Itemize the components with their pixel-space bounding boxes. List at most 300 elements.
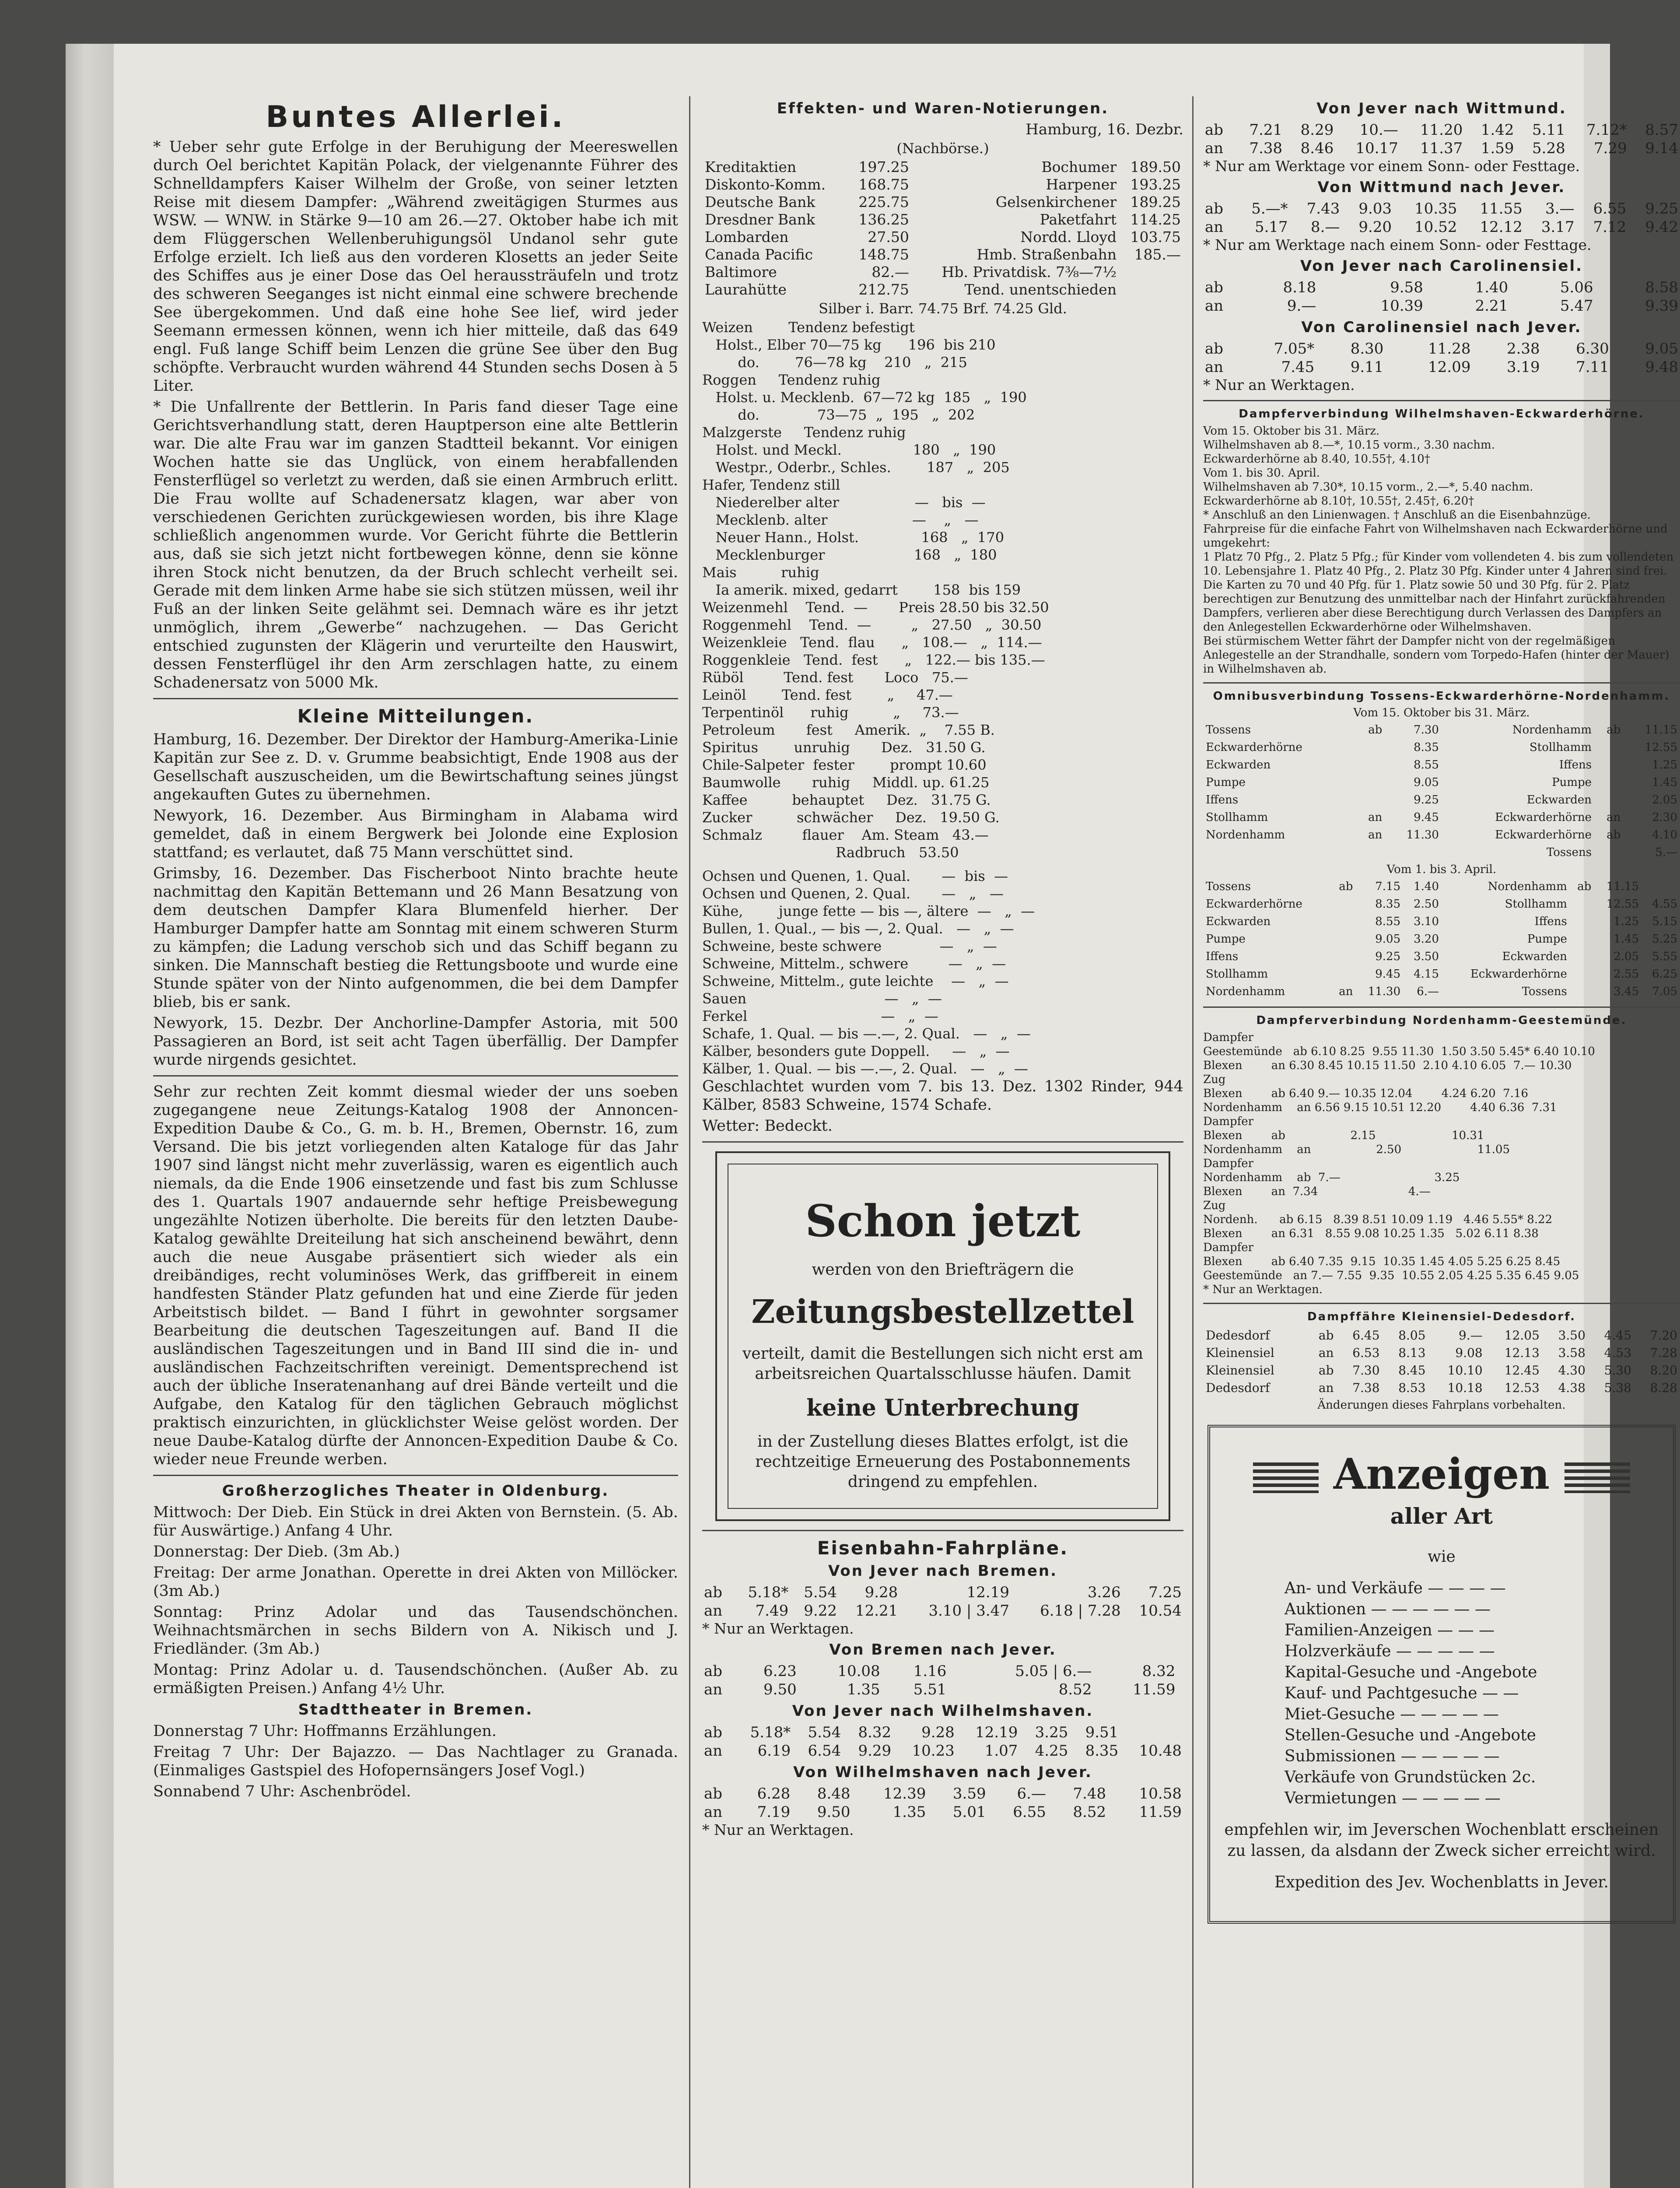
- cell: 9.08: [1455, 1346, 1483, 1360]
- cell: Kleinensiel: [1206, 1363, 1274, 1378]
- weather-note: Wetter: Bedeckt.: [702, 1117, 833, 1135]
- cell: 3.20: [1414, 933, 1439, 946]
- omnibus-row: [1203, 739, 1680, 756]
- cell: 9.45: [1375, 968, 1401, 981]
- time-cell: 9.25: [1645, 200, 1678, 217]
- goods-list: [702, 319, 1183, 861]
- cell: Laurahütte: [705, 281, 787, 298]
- cell: 185.—: [1134, 246, 1181, 263]
- cell: Tossens: [1546, 846, 1592, 859]
- local-train-timetables: [1203, 100, 1680, 394]
- bremen-listing: Donnerstag 7 Uhr: Hoffmanns Erzählungen.: [153, 1722, 497, 1740]
- time-cell: an: [704, 1742, 723, 1760]
- ad-item: Vermietungen — — — — —: [1284, 1789, 1501, 1807]
- cell: an: [1339, 985, 1353, 998]
- cell: 12.13: [1504, 1346, 1540, 1360]
- cell: [1594, 756, 1623, 774]
- time-cell: 10.08: [837, 1662, 880, 1680]
- timetable-row: [1203, 297, 1680, 315]
- goods-line: Kaffee behauptet Dez. 31.75 G.: [702, 792, 991, 808]
- omnibus-row: [1203, 721, 1680, 739]
- cell: 2.55: [1614, 968, 1639, 981]
- timetable-title: Von Jever nach Wittmund.: [1316, 100, 1567, 117]
- ferry-dedesdorf-note: Änderungen dieses Fahrplans vorbehalten.: [1317, 1399, 1566, 1412]
- cell: 8.35: [1375, 898, 1401, 911]
- cell: 9.25: [1414, 793, 1439, 806]
- cell: [1385, 844, 1442, 861]
- cell: Hb. Privatdisk. 7⅜—7½: [942, 263, 1117, 281]
- time-cell: 6.23: [763, 1662, 797, 1680]
- ad-wie: wie: [1428, 1548, 1456, 1566]
- timetable-title: Von Carolinensiel nach Jever.: [1301, 319, 1582, 336]
- cell: an: [1368, 828, 1382, 842]
- ferry-line: Zug: [1203, 1073, 1226, 1086]
- ferry-line: Geestemünde ab 6.10 8.25 9.55 11.30 1.50 3.50 5.45* 6.40 10.10: [1203, 1045, 1595, 1058]
- cell: 5.15: [1652, 915, 1677, 928]
- goods-line: Chile-Salpeter fester prompt 10.60: [702, 757, 987, 773]
- time-cell: 8.35: [1085, 1742, 1119, 1760]
- column-rule-1: [689, 96, 690, 2188]
- cell: 7.20: [1650, 1328, 1677, 1343]
- goods-line: Weizen Tendenz befestigt: [702, 319, 915, 336]
- cell: Nordenhamm: [1488, 880, 1567, 893]
- cell: [1331, 930, 1356, 948]
- ferry-line: 1 Platz 70 Pfg., 2. Platz 5 Pfg.; für Kinder vom vollendeten 4. bis zum vollendeten 10. Lebensjahre 1. Platz 40 Pfg., 2. Platz 30 Pfg. Kinder unter 4 Jahren sind frei. Die Karten zu 70 und 40 Pfg. für 1. Platz sowie 50 und 30 Pfg. für 2. Platz berechtigen zur Benutzung des unmittelbar nach der Hinfahrt zurückfahrenden Dampfers, verlieren aber diese Berechtigung durch Verlassen des Dampfers an den Anlegestellen Eckwarderhörne oder Wilhelmshaven.: [1203, 551, 1674, 634]
- cell: ab: [1577, 880, 1592, 893]
- cell: [1356, 774, 1385, 791]
- time-cell: 3.19: [1506, 358, 1540, 376]
- ad-subtitle: aller Art: [1390, 1503, 1493, 1529]
- time-cell: 11.20: [1420, 121, 1463, 139]
- time-cell: 10.23: [912, 1742, 955, 1760]
- cell: 148.75: [858, 246, 909, 263]
- cell: 103.75: [1130, 228, 1181, 245]
- cell: 8.28: [1650, 1381, 1677, 1395]
- time-cell: 11.59: [1133, 1681, 1176, 1698]
- time-cell: an: [704, 1803, 723, 1821]
- time-cell: 1.35: [892, 1803, 926, 1821]
- ad-expedition: Expedition des Jev. Wochenblatts in Jever.: [1274, 1873, 1609, 1891]
- time-cell: 9.28: [864, 1584, 898, 1601]
- time-cell: 9.11: [1350, 358, 1384, 376]
- time-cell: 8.30: [1350, 340, 1384, 358]
- time-cell: 9.20: [1358, 218, 1392, 236]
- time-cell: an: [1205, 218, 1224, 236]
- cell: Stollhamm: [1206, 811, 1268, 824]
- time-cell: 3.10 | 3.47: [928, 1602, 1009, 1620]
- cell: [1356, 791, 1385, 809]
- time-cell: ab: [704, 1584, 723, 1601]
- cell: Gelsenkirchener: [995, 193, 1117, 210]
- time-cell: 5.05 | 6.—: [1015, 1662, 1092, 1680]
- omnibus-period: Vom 1. bis 3. April.: [1386, 863, 1497, 876]
- time-cell: 5.54: [804, 1584, 837, 1601]
- cell: 12.45: [1504, 1363, 1540, 1378]
- cell: 8.20: [1650, 1363, 1677, 1378]
- cell: Harpener: [1046, 176, 1117, 193]
- goods-line: Zucker schwächer Dez. 19.50 G.: [702, 809, 1000, 826]
- stock-row: [702, 211, 1183, 228]
- time-cell: 5.54: [808, 1724, 841, 1741]
- time-cell: 7.48: [1073, 1785, 1106, 1802]
- time-cell: 9.48: [1645, 358, 1678, 376]
- subheading-nachboerse: (Nachbörse.): [896, 140, 989, 157]
- cattle-line: Ferkel — „ —: [702, 1008, 938, 1024]
- bremen-listing: Freitag 7 Uhr: Der Bajazzo. — Das Nachtlager zu Granada. (Einmaliges Gastspiel des Hofopernsängers Josef Vogl.): [153, 1743, 678, 1779]
- divider: [153, 1075, 678, 1076]
- ferry-line: Blexen ab 6.40 9.— 10.35 12.04 4.24 6.20 7.16: [1203, 1087, 1529, 1100]
- timetable: [702, 1785, 1183, 1821]
- timetable: [1203, 278, 1680, 315]
- news-item: Newyork, 15. Dezbr. Der Anchorline-Dampfer Astoria, mit 500 Passagieren an Bord, ist seit acht Tagen überfällig. Der Dampfer wurde nirgends gesichtet.: [153, 1014, 678, 1069]
- cell: [1570, 965, 1594, 983]
- timetable-row: [702, 1723, 1183, 1742]
- cell: 5.38: [1604, 1381, 1631, 1395]
- cell: Dedesdorf: [1206, 1381, 1270, 1395]
- time-cell: 9.03: [1358, 200, 1392, 217]
- column-1: [153, 96, 678, 1803]
- ad-item: Stellen-Gesuche und -Angebote: [1284, 1726, 1536, 1744]
- goods-line: Roggenkleie Tend. fest „ 122.— bis 135.—: [702, 652, 1045, 668]
- cell: Pumpe: [1527, 933, 1567, 946]
- cell: Eckwarderhörne: [1206, 741, 1302, 754]
- timetable-title: Von Bremen nach Jever.: [829, 1641, 1057, 1659]
- cell: 12.55: [1606, 898, 1639, 911]
- cell: 1.45: [1614, 933, 1639, 946]
- cell: Eckwarden: [1206, 758, 1271, 771]
- cell: 3.10: [1414, 915, 1439, 928]
- time-cell: ab: [704, 1785, 723, 1802]
- time-cell: 2.21: [1475, 297, 1508, 315]
- cell: 4.53: [1604, 1346, 1631, 1360]
- goods-line: Westpr., Oderbr., Schles. 187 „ 205: [702, 459, 1010, 476]
- cell: 11.15: [1645, 723, 1677, 736]
- time-cell: 6.55: [1013, 1803, 1046, 1821]
- divider: [153, 1475, 678, 1476]
- ferry-line: Blexen an 6.31 8.55 9.08 10.25 1.35 5.02 6.11 8.38: [1203, 1227, 1539, 1240]
- cell: [1570, 930, 1594, 948]
- cell: 11.30: [1368, 985, 1401, 998]
- omnibus-table-2: [1203, 878, 1680, 1000]
- cell: Stollhamm: [1529, 741, 1592, 754]
- time-cell: 9.42: [1645, 218, 1678, 236]
- time-cell: [1177, 1680, 1183, 1699]
- cell: [1331, 913, 1356, 930]
- time-cell: 12.19: [975, 1724, 1018, 1741]
- cattle-line: Sauen — „ —: [702, 990, 942, 1007]
- section-title-omnibus: Omnibusverbindung Tossens-Eckwarderhörne-Nordenhamm.: [1213, 690, 1670, 703]
- cell: 4.55: [1652, 898, 1677, 911]
- omnibus-row: [1203, 913, 1680, 930]
- column-2: [702, 96, 1183, 1839]
- cell: 8.45: [1398, 1363, 1426, 1378]
- cell: Dresdner Bank: [705, 211, 816, 228]
- cell: 8.55: [1375, 915, 1401, 928]
- ad-item: Holzverkäufe — — — — —: [1284, 1642, 1495, 1660]
- ferry-line: Bei stürmischem Wetter fährt der Dampfer nicht von der regelmäßigen Anlegestelle an der Strandhalle, sondern vom Torpedo-Hafen (hinter der Mauer) in Wilhelmshaven ab.: [1203, 635, 1670, 676]
- time-cell: 1.35: [847, 1681, 880, 1698]
- time-cell: 12.21: [855, 1602, 898, 1620]
- stock-row: [702, 246, 1183, 263]
- cell: Eckwarden: [1502, 950, 1567, 963]
- ferry-line: Nordenhamm ab 7.— 3.25: [1203, 1171, 1460, 1184]
- time-cell: 7.12: [1593, 218, 1627, 236]
- omnibus-row: [1203, 826, 1680, 844]
- cell: Pumpe: [1206, 776, 1246, 789]
- goods-line: Roggenmehl Tend. — „ 27.50 „ 30.50: [702, 617, 1042, 633]
- article-beggar-pension: * Die Unfallrente der Bettlerin. In Paris fand dieser Tage eine Gerichtsverhandlung statt, deren Hauptperson eine alte Bettlerin war. Die alte Frau war im ganzen Stadtteil bekannt. Vor einigen Wochen hatte sie das Unglück, von einem herabfallenden Fensterflügel so verletzt zu werden, daß sie einen Armbruch erlitt. Die Frau wollte auf Schadenersatz klagen, war aber von verschiedenen Gerichten zurückgewiesen worden, bis ihre Klage schließlich angenommen wurde. Vor Gericht führte die Bettlerin aus, daß sie sich jetzt nicht fortbewegen könne, denn sie könne ihren Stock nicht benutzen, da der Bruch schlecht verheilt sei. Gerade mit dem linken Arme habe sie sich stützen müssen, weil ihr Fuß an der linken Seite gelähmt sei. Demnach wäre es ihr jetzt unmöglich, ihrem „Gewerbe“ nachzugehen. — Das Gericht entschied zugunsten der Klägerin und verurteilte den Hauswirt, dessen Fensterflügel ihr den Arm zerschlagen hatte, zu einem Schadenersatz von 5000 Mk.: [153, 398, 678, 691]
- cell: 3.58: [1558, 1346, 1586, 1360]
- timetable: [702, 1723, 1183, 1760]
- cell: Iffens: [1206, 950, 1239, 963]
- section-title-notierungen: Effekten- und Waren-Notierungen.: [777, 100, 1109, 117]
- time-cell: 12.19: [966, 1584, 1009, 1601]
- ferry-line: Dampfer: [1203, 1157, 1254, 1170]
- ferry-nordenhamm-timetable: [1203, 1031, 1680, 1297]
- goods-line: Schmalz flauer Am. Steam 43.—: [702, 827, 989, 843]
- timetable-title: Von Wittmund nach Jever.: [1317, 179, 1566, 196]
- cell: Kreditaktien: [705, 158, 797, 175]
- time-cell: 10.58: [1139, 1785, 1182, 1802]
- goods-line: Malzgerste Tendenz ruhig: [702, 424, 906, 441]
- goods-line: Holst., Elber 70—75 kg 196 bis 210: [702, 337, 996, 353]
- time-cell: 10.—: [1359, 121, 1398, 139]
- cattle-line: Schweine, beste schwere — „ —: [702, 938, 997, 954]
- time-cell: 5.18*: [750, 1724, 791, 1741]
- time-cell: 9.58: [1390, 279, 1423, 296]
- divider: [702, 1530, 1183, 1531]
- ferry-line: Blexen ab 2.15 10.31: [1203, 1129, 1484, 1142]
- time-cell: 8.—: [1310, 218, 1340, 236]
- cell: 7.05: [1652, 985, 1677, 998]
- timetable: [702, 1662, 1183, 1699]
- time-cell: an: [1205, 140, 1224, 157]
- timetable-note: * Nur an Werktagen.: [702, 1620, 854, 1637]
- cell: 5.30: [1604, 1363, 1631, 1378]
- cell: Pumpe: [1206, 933, 1246, 946]
- stock-row: [702, 176, 1183, 193]
- cell: 7.38: [1352, 1381, 1380, 1395]
- cell: 9.—: [1459, 1328, 1483, 1343]
- time-cell: an: [704, 1602, 723, 1620]
- cell: 9.05: [1414, 776, 1439, 789]
- time-cell: 1.59: [1480, 140, 1514, 157]
- omnibus-row: [1203, 756, 1680, 774]
- cell: Tossens: [1522, 985, 1567, 998]
- ferry-row: [1203, 1362, 1680, 1379]
- cell: Eckwarderhörne: [1470, 968, 1567, 981]
- ferry-row: [1203, 1344, 1680, 1362]
- cell: Nordenhamm: [1206, 985, 1285, 998]
- timetable-title: Von Jever nach Wilhelmshaven.: [792, 1702, 1094, 1720]
- time-cell: 8.48: [817, 1785, 850, 1802]
- cattle-line: Kühe, junge fette — bis —, ältere — „ —: [702, 903, 1035, 919]
- cell: ab: [1368, 723, 1382, 736]
- time-cell: 11.59: [1139, 1803, 1182, 1821]
- goods-line: Spiritus unruhig Dez. 31.50 G.: [702, 739, 986, 756]
- article-zeitungs-katalog: Sehr zur rechten Zeit kommt diesmal wieder der uns soeben zugegangene neue Zeitungs-Katalog 1908 der Annoncen-Expedition Daube & Co., G. m. b. H., Bremen, Obernstr. 16, zum Versand. Die bis jetzt vorliegenden alten Kataloge für das Jahr 1907 sind längst nicht mehr zuverlässig, waren es eigentlich auch niemals, da die Ende 1906 einsetzende und fast bis zum Schlusse des 1. Quartals 1907 andauernde sehr heftige Preisbewegung ungezählte Notizen überholte. Die bereits für den letzten Daube-Katalog gewählte Dreiteilung hat sich anscheinend bewährt, denn auch die neue Ausgabe präsentiert sich wieder als ein dreibändiges, recht voluminöses Werk, das griffbereit in einem handfesten Ständer Platz gefunden hat und eine Zierde für jeden Arbeitstisch bildet. — Band I führt in gewohnter sorgsamer Bearbeitung die deutschen Tageszeitungen auf. Band II die ausländischen Tageszeitungen und in Band III sind die in- und ausländischen Fachzeitschriften vereinigt. Dementsprechend ist auch der übliche Inseratenanhang auf drei Bände verteilt und die Aufgabe, den Katalog für den täglichen Gebrauch möglichst praktisch einzurichten, in glücklichster Weise gelöst worden. Der neue Daube-Katalog dürfte der Annoncen-Expedition Daube & Co. wieder neue Freunde werben.: [153, 1083, 678, 1468]
- cell: Eckwarden: [1206, 915, 1271, 928]
- time-cell: 10.48: [1139, 1742, 1182, 1760]
- column-3: [1203, 96, 1680, 1937]
- goods-line: Mais ruhig: [702, 564, 819, 581]
- ad-item: Verkäufe von Grundstücken 2c.: [1284, 1768, 1536, 1786]
- time-cell: 8.52: [1073, 1803, 1106, 1821]
- cell: 168.75: [858, 176, 909, 193]
- cell: Iffens: [1534, 915, 1567, 928]
- decorative-bars-icon: [1253, 1462, 1319, 1493]
- cell: 3.45: [1614, 985, 1639, 998]
- time-cell: 9.29: [858, 1742, 892, 1760]
- cell: [1356, 756, 1385, 774]
- ferry-dedesdorf-table: [1203, 1327, 1680, 1397]
- time-cell: 7.29: [1594, 140, 1627, 157]
- ferry-line: Dampfer: [1203, 1115, 1254, 1128]
- cell: Nordenhamm: [1206, 828, 1285, 842]
- timetable-row: [702, 1583, 1183, 1602]
- time-cell: 8.32: [858, 1724, 892, 1741]
- cell: ab: [1606, 828, 1621, 842]
- news-item: Hamburg, 16. Dezember. Der Direktor der Hamburg-Amerika-Linie Kapitän zur See z. D. v. Grumme beabsichtigt, Ende 1908 aus der Gesellschaft auszuscheiden, um die Bewirtschaftung seines jüngst angekauften Gutes zu übernehmen.: [153, 731, 678, 803]
- ferry-line: Wilhelmshaven ab 7.30*, 10.15 vorm., 2.—*, 5.40 nachm.: [1203, 480, 1533, 494]
- cell: Eckwarderhörne: [1495, 811, 1592, 824]
- section-title-ferry-nordenhamm: Dampferverbindung Nordenhamm-Geestemünde.: [1256, 1014, 1627, 1027]
- section-title-stadttheater-bremen: Stadttheater in Bremen.: [298, 1701, 533, 1718]
- cell: [1331, 895, 1356, 913]
- ferry-line: Vom 1. bis 30. April.: [1203, 466, 1320, 480]
- ferry-line: Blexen an 6.30 8.45 10.15 11.50 2.10 4.10 6.05 7.— 10.30: [1203, 1059, 1572, 1072]
- cell: 4.38: [1558, 1381, 1586, 1395]
- cell: 8.35: [1414, 741, 1439, 754]
- time-cell: 7.12*: [1586, 121, 1627, 139]
- theater-listing: Sonntag: Prinz Adolar und das Tausendschönchen. Weihnachtsmärchen in sechs Bildern von A. Nikisch und J. Friedländer. (3m Ab.): [153, 1603, 678, 1658]
- divider: [702, 1141, 1183, 1143]
- ferry-line: Nordenhamm an 6.56 9.15 10.51 12.20 4.40 6.36 7.31: [1203, 1101, 1557, 1114]
- cell: 7.30: [1352, 1363, 1380, 1378]
- time-cell: 1.07: [984, 1742, 1018, 1760]
- cell: 8.55: [1414, 758, 1439, 771]
- cell: [1331, 948, 1356, 965]
- time-cell: 9.14: [1645, 140, 1678, 157]
- theater-listing: Freitag: Der arme Jonathan. Operette in drei Akten von Millöcker. (3m Ab.): [153, 1564, 678, 1600]
- cell: Baltimore: [705, 263, 777, 281]
- cell: 5.—: [1655, 846, 1677, 859]
- time-cell: ab: [1205, 340, 1224, 358]
- omnibus-row: [1203, 878, 1680, 895]
- ferry-line: * Nur an Werktagen.: [1203, 1283, 1323, 1296]
- cell: 4.15: [1414, 968, 1439, 981]
- time-cell: an: [704, 1681, 723, 1698]
- cell: 10.10: [1447, 1363, 1483, 1378]
- cell: 11.30: [1406, 828, 1439, 842]
- divider: [1203, 1303, 1680, 1304]
- ad-item: Submissionen — — — — —: [1284, 1747, 1500, 1765]
- timetable: [1203, 121, 1680, 158]
- goods-line: Niederelber alter — bis —: [702, 494, 986, 511]
- timetable-row: [1203, 139, 1680, 158]
- cell: 2.50: [1414, 898, 1439, 911]
- cell: 82.—: [872, 263, 909, 281]
- time-cell: 5.01: [952, 1803, 986, 1821]
- stock-row: [702, 281, 1183, 298]
- cell: ab: [1318, 1328, 1334, 1343]
- cell: 114.25: [1130, 211, 1181, 228]
- ferry-line: * Anschluß an den Linienwagen. † Anschluß an die Eisenbahnzüge.: [1203, 508, 1591, 522]
- time-cell: 3.59: [952, 1785, 986, 1802]
- cattle-line: Schweine, Mittelm., schwere — „ —: [702, 955, 1006, 972]
- section-title-kleine-mitteilungen: Kleine Mitteilungen.: [297, 705, 534, 727]
- timetable: [1203, 340, 1680, 376]
- time-cell: 3.17: [1541, 218, 1575, 236]
- cell: [1203, 844, 1356, 861]
- timetable-row: [702, 1785, 1183, 1803]
- timetable-row: [702, 1803, 1183, 1821]
- timetable: [1203, 200, 1680, 236]
- cell: [1331, 965, 1356, 983]
- time-cell: 11.28: [1428, 340, 1471, 358]
- cell: 3.50: [1414, 950, 1439, 963]
- time-cell: 9.50: [763, 1681, 797, 1698]
- cell: Pumpe: [1552, 776, 1592, 789]
- cell: [1594, 791, 1623, 809]
- section-title-ferry-wilhelmshaven: Dampferverbindung Wilhelmshaven-Eckwarderhörne.: [1239, 407, 1645, 421]
- ferry-line: Vom 15. Oktober bis 31. März.: [1203, 424, 1380, 438]
- goods-line: do. 76—78 kg 210 „ 215: [702, 354, 967, 371]
- timetable-note: * Nur am Werktage vor einem Sonn- oder Festtage.: [1203, 158, 1580, 175]
- cattle-list: [702, 867, 1183, 1077]
- goods-line: Weizenkleie Tend. flau „ 108.— „ 114.—: [702, 634, 1042, 651]
- cell: 4.45: [1604, 1328, 1631, 1343]
- timetable-row: [1203, 200, 1680, 218]
- time-cell: 9.51: [1085, 1724, 1119, 1741]
- cell: 1.25: [1652, 758, 1677, 771]
- cell: [1594, 844, 1623, 861]
- time-cell: 7.43: [1306, 200, 1340, 217]
- omnibus-row: [1203, 948, 1680, 965]
- time-cell: 8.18: [1283, 279, 1316, 296]
- timetable-row: [1203, 340, 1680, 358]
- timetable-row: [702, 1602, 1183, 1620]
- ad-item: An- und Verkäufe — — — —: [1284, 1579, 1506, 1597]
- ad-title: Anzeigen: [1223, 1449, 1660, 1499]
- cell: 2.05: [1652, 793, 1677, 806]
- cell: ab: [1606, 723, 1621, 736]
- time-cell: 10.54: [1139, 1602, 1182, 1620]
- notice-title-2: Zeitungsbestellzettel: [751, 1293, 1134, 1331]
- cell: 27.50: [868, 228, 909, 245]
- cell: Kleinensiel: [1206, 1346, 1274, 1360]
- cell: Eckwarderhörne: [1206, 898, 1302, 911]
- ferry-line: Dampfer: [1203, 1031, 1254, 1044]
- time-cell: 10.52: [1414, 218, 1457, 236]
- time-cell: ab: [1205, 200, 1224, 217]
- cell: Tossens: [1206, 723, 1251, 736]
- cell: 4.10: [1652, 828, 1677, 842]
- timetable: [702, 1583, 1183, 1620]
- cell: [1119, 281, 1183, 298]
- goods-line: Petroleum fest Amerik. „ 7.55 B.: [702, 722, 995, 738]
- notice-title: Schon jetzt: [805, 1195, 1081, 1247]
- notice-text: in der Zustellung dieses Blattes erfolgt, ist die rechtzeitige Erneuerung des Postabonnements dringend zu empfehlen.: [755, 1433, 1130, 1491]
- time-cell: 6.—: [1017, 1785, 1046, 1802]
- cell: 10.18: [1447, 1381, 1483, 1395]
- omnibus-row: [1203, 791, 1680, 809]
- goods-line: Holst. u. Mecklenb. 67—72 kg 185 „ 190: [702, 389, 1027, 406]
- bremen-listing: Sonnabend 7 Uhr: Aschenbrödel.: [153, 1783, 411, 1800]
- cell: Lombarden: [705, 228, 789, 245]
- time-cell: 5.18*: [748, 1584, 789, 1601]
- time-cell: 7.45: [1281, 358, 1315, 376]
